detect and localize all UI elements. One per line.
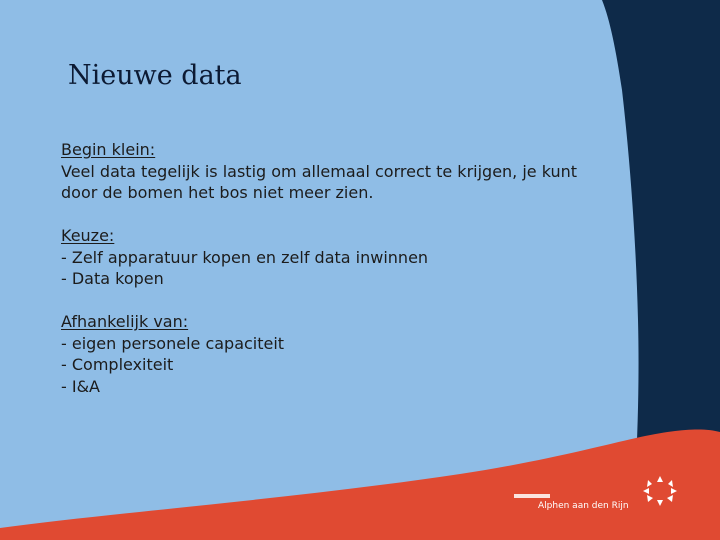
slide-body <box>61 139 601 419</box>
list-item: - I&A <box>61 376 100 396</box>
list-item: - eigen personele capaciteit <box>61 333 285 353</box>
municipality-name: Alphen aan den Rijn <box>538 501 629 511</box>
list-item: - Complexiteit <box>61 355 174 374</box>
brand-tag-bar <box>514 494 550 498</box>
section-text: Veel data tegelijk is lastig om allemaal correct te krijgen, je kunt door de bomen het bos niet meer zien. <box>61 161 578 202</box>
slide-title: Nieuwe data <box>68 60 242 91</box>
section-heading: Begin klein: <box>61 140 156 159</box>
list-item: - Data kopen <box>61 269 164 288</box>
section-heading: Afhankelijk van: <box>61 312 189 331</box>
list-item: - Zelf apparatuur kopen en zelf data inwinnen <box>61 247 429 267</box>
section-begin-klein <box>61 139 601 204</box>
section-keuze <box>61 225 601 290</box>
section-heading: Keuze: <box>61 226 115 245</box>
star-icon <box>640 474 680 508</box>
section-afhankelijk <box>61 311 601 397</box>
